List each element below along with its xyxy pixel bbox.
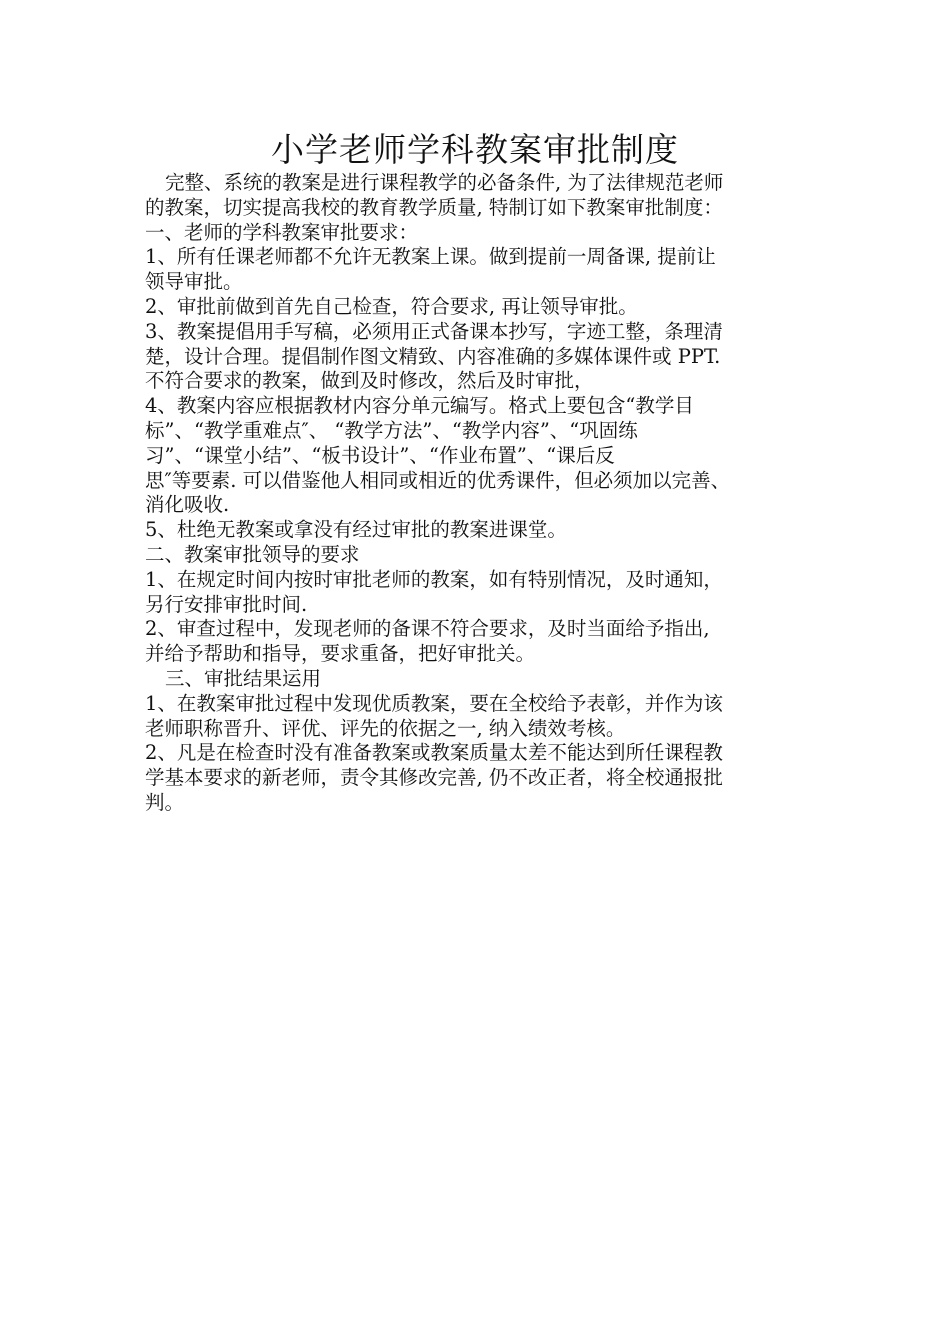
body-line: 1、在规定时间内按时审批老师的教案，如有特别情况，及时通知， xyxy=(145,567,723,591)
body-line: 思″等要素. 可以借鉴他人相同或相近的优秀课件，但必须加以完善、 xyxy=(145,468,731,492)
body-line: 消化吸收. xyxy=(145,493,230,517)
body-line: 领导审批。 xyxy=(145,270,243,294)
body-line: 1、在教案审批过程中发现优质教案，要在全校给予表彰，并作为该 xyxy=(145,691,723,715)
body-line: 3、教案提倡用手写稿，必须用正式备课本抄写，字迹工整，条理清 xyxy=(145,319,723,343)
body-line: 另行安排审批时间. xyxy=(145,592,308,616)
body-line: 习”、“课堂小结”、“板书设计”、“作业布置”、“课后反 xyxy=(145,443,615,467)
body-line: 的教案，切实提高我校的教育教学质量, 特制订如下教案审批制度： xyxy=(145,195,723,219)
document-title: 小学老师学科教案审批制度 xyxy=(271,130,679,169)
section-heading: 一、老师的学科教案审批要求： xyxy=(145,220,419,244)
section-heading: 二、教案审批领导的要求 xyxy=(145,542,360,566)
document-body xyxy=(145,171,811,816)
body-line: 学基本要求的新老师，责令其修改完善, 仍不改正者，将全校通报批 xyxy=(145,766,723,790)
body-line: 楚，设计合理。提倡制作图文精致、内容准确的多媒体课件或 PPT. xyxy=(145,344,721,368)
body-line: 4、教案内容应根据教材内容分单元编写。格式上要包含“教学目 xyxy=(145,394,694,418)
section-heading: 三、审批结果运用 xyxy=(165,666,322,690)
body-line: 5、杜绝无教案或拿没有经过审批的教案进课堂。 xyxy=(145,518,567,542)
body-line: 不符合要求的教案，做到及时修改，然后及时审批， xyxy=(145,369,594,393)
body-line: 2、审批前做到首先自己检查，符合要求, 再让领导审批。 xyxy=(145,294,638,318)
body-line: 2、审查过程中，发现老师的备课不符合要求，及时当面给予指出, xyxy=(145,617,710,641)
body-line: 标”、“教学重难点″、 “教学方法”、“教学内容”、“巩固练 xyxy=(145,418,638,442)
body-line: 完整、系统的教案是进行课程教学的必备条件, 为了法律规范老师 xyxy=(165,171,724,194)
body-line: 1、所有任课老师都不允许无教案上课。做到提前一周备课, 提前让 xyxy=(145,245,716,269)
body-line: 2、凡是在检查时没有准备教案或教案质量太差不能达到所任课程教 xyxy=(145,741,723,765)
body-line: 判。 xyxy=(145,790,185,814)
body-line: 并给予帮助和指导，要求重备，把好审批关。 xyxy=(145,642,536,666)
body-line: 老师职称晋升、评优、评先的依据之一, 纳入绩效考核。 xyxy=(145,716,626,740)
